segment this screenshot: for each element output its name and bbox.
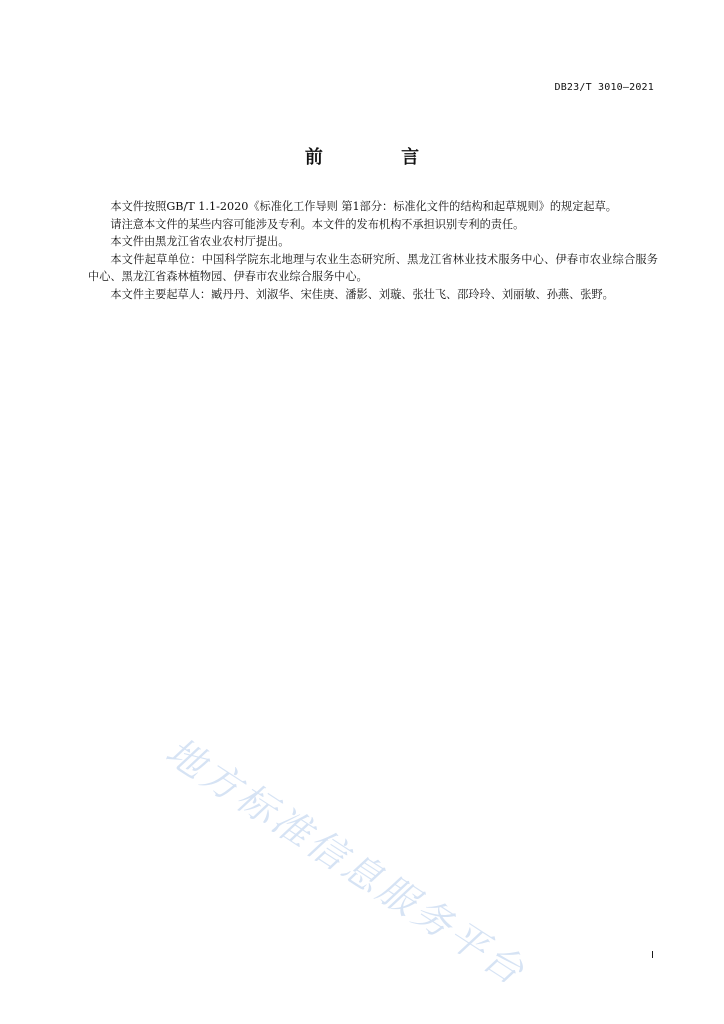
page-number: I [651,950,654,961]
page-title: 前 言 [304,147,456,168]
paragraph-drafting-rules: 本文件按照GB/T 1.1-2020《标准化工作导则 第1部分：标准化文件的结构和起草规则》的规定起草。 [110,200,617,213]
paragraph-proposer: 本文件由黑龙江省农业农村厅提出。 [110,235,290,249]
paragraph-patent-notice: 请注意本文件的某些内容可能涉及专利。本文件的发布机构不承担识别专利的责任。 [110,217,525,231]
paragraph-drafting-units: 本文件起草单位：中国科学院东北地理与农业生态研究所、黑龙江省林业技术服务中心、伊春市农业综合服务中心、黑龙江省森林植物园、伊春市农业综合服务中心。 [88,252,658,284]
document-code: DB23/T 3010—2021 [554,82,654,93]
foreword-body [88,198,658,304]
paragraph-drafters: 本文件主要起草人：臧丹丹、刘淑华、宋佳庚、潘影、刘璇、张壮飞、邵玲玲、刘丽敏、孙燕、张野。 [110,287,614,301]
watermark-text: 地方标准信息服务平台 [158,728,535,995]
